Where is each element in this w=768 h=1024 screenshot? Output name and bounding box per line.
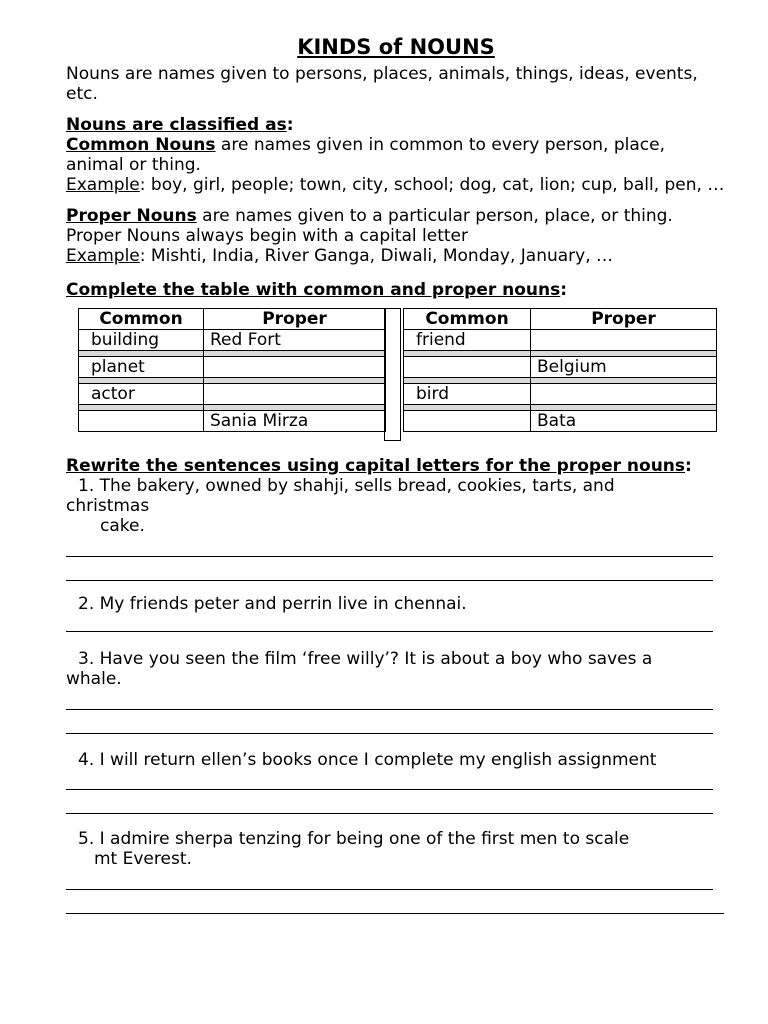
sentence-number: 4. bbox=[78, 750, 95, 770]
table-instruction bbox=[66, 280, 726, 300]
sentence-number: 3. bbox=[78, 649, 95, 669]
sentence-text: Have you seen the film ‘free willy’? It is about a boy who saves a bbox=[99, 649, 653, 669]
classified-heading-colon: : bbox=[286, 115, 294, 135]
table-row bbox=[404, 384, 717, 405]
table-cell[interactable]: Belgium bbox=[531, 357, 717, 378]
proper-nouns-term: Proper Nouns bbox=[66, 206, 197, 226]
header-proper-left: Proper bbox=[204, 309, 386, 330]
table-instruction-text: Complete the table with common and proper nouns bbox=[66, 280, 561, 300]
sentence-item bbox=[66, 649, 726, 734]
table-cell[interactable]: actor bbox=[79, 384, 204, 405]
table-cell[interactable] bbox=[531, 330, 717, 351]
table-row bbox=[79, 411, 386, 432]
proper-example-label: Example bbox=[66, 246, 140, 266]
header-common-left: Common bbox=[79, 309, 204, 330]
table-row bbox=[79, 357, 386, 378]
table-cell[interactable] bbox=[531, 384, 717, 405]
rewrite-instruction-text: Rewrite the sentences using capital letters for the proper nouns bbox=[66, 456, 686, 476]
proper-nouns-text: are names given to a particular person, place, or thing. bbox=[196, 206, 673, 226]
table-cell[interactable]: Bata bbox=[531, 411, 717, 432]
table-row bbox=[79, 330, 386, 351]
table-cell[interactable]: planet bbox=[79, 357, 204, 378]
sentence-item bbox=[66, 750, 726, 814]
answer-line[interactable] bbox=[66, 889, 713, 890]
sentence-number: 5. bbox=[78, 829, 95, 849]
nouns-table-left bbox=[78, 308, 386, 432]
common-nouns-example bbox=[66, 175, 726, 195]
table-divider bbox=[384, 308, 401, 441]
table-cell[interactable]: bird bbox=[404, 384, 531, 405]
sentence-text: I admire sherpa tenzing for being one of the first men to scale bbox=[99, 829, 630, 849]
nouns-table-right bbox=[403, 308, 717, 432]
header-common-right: Common bbox=[404, 309, 531, 330]
answer-line[interactable] bbox=[66, 556, 713, 557]
table-row bbox=[79, 384, 386, 405]
common-example-label: Example bbox=[66, 175, 140, 195]
common-nouns-definition bbox=[66, 135, 726, 175]
header-proper-right: Proper bbox=[531, 309, 717, 330]
sentence-number: 2. bbox=[78, 594, 95, 614]
table-instruction-colon: : bbox=[560, 280, 568, 300]
table-cell[interactable]: building bbox=[79, 330, 204, 351]
table-cell[interactable] bbox=[204, 384, 386, 405]
proper-nouns-note: Proper Nouns always begin with a capital letter bbox=[66, 226, 469, 246]
table-cell[interactable] bbox=[404, 411, 531, 432]
page-title: KINDS of NOUNS bbox=[297, 35, 495, 59]
rewrite-instruction bbox=[66, 456, 726, 476]
rewrite-instruction-colon: : bbox=[685, 456, 692, 476]
answer-line[interactable] bbox=[66, 709, 713, 710]
table-row bbox=[404, 330, 717, 351]
sentence-item bbox=[66, 476, 726, 581]
proper-nouns-example bbox=[66, 246, 726, 266]
sentence-text: The bakery, owned by shahji, sells bread, cookies, tarts, and bbox=[99, 476, 615, 496]
table-cell[interactable] bbox=[404, 357, 531, 378]
common-nouns-term: Common Nouns bbox=[66, 135, 216, 155]
table-cell[interactable]: Red Fort bbox=[204, 330, 386, 351]
sentence-text: I will return ellen’s books once I complete my english assignment bbox=[99, 750, 657, 770]
table-cell[interactable] bbox=[204, 357, 386, 378]
table-row bbox=[404, 411, 717, 432]
sentence-text-cont: mt Everest. bbox=[94, 849, 192, 869]
common-example-text: : boy, girl, people; town, city, school; dog, cat, lion; cup, ball, pen, … bbox=[139, 175, 725, 195]
table-row bbox=[404, 357, 717, 378]
sentence-text-cont: cake. bbox=[100, 516, 145, 536]
intro-text: Nouns are names given to persons, places, animals, things, ideas, events, etc. bbox=[66, 64, 698, 104]
common-nouns-text: are names given in common to every person, place, animal or thing. bbox=[66, 135, 665, 175]
sentence-text: My friends peter and perrin live in chennai. bbox=[99, 594, 467, 614]
sentence-text-cont: christmas bbox=[66, 496, 150, 516]
answer-line[interactable] bbox=[66, 789, 713, 790]
classified-heading bbox=[66, 115, 726, 135]
table-cell[interactable]: friend bbox=[404, 330, 531, 351]
sentence-number: 1. bbox=[78, 476, 95, 496]
sentence-item bbox=[66, 594, 726, 632]
nouns-tables bbox=[78, 308, 719, 440]
sentence-item bbox=[66, 829, 726, 914]
sentence-text-cont: whale. bbox=[66, 669, 122, 689]
answer-line[interactable] bbox=[66, 913, 724, 914]
table-cell[interactable]: Sania Mirza bbox=[204, 411, 386, 432]
table-cell[interactable] bbox=[79, 411, 204, 432]
classified-heading-text: Nouns are classified as bbox=[66, 115, 287, 135]
worksheet-page bbox=[66, 34, 726, 914]
proper-nouns-definition bbox=[66, 206, 726, 226]
proper-example-text: : Mishti, India, River Ganga, Diwali, Monday, January, … bbox=[139, 246, 614, 266]
